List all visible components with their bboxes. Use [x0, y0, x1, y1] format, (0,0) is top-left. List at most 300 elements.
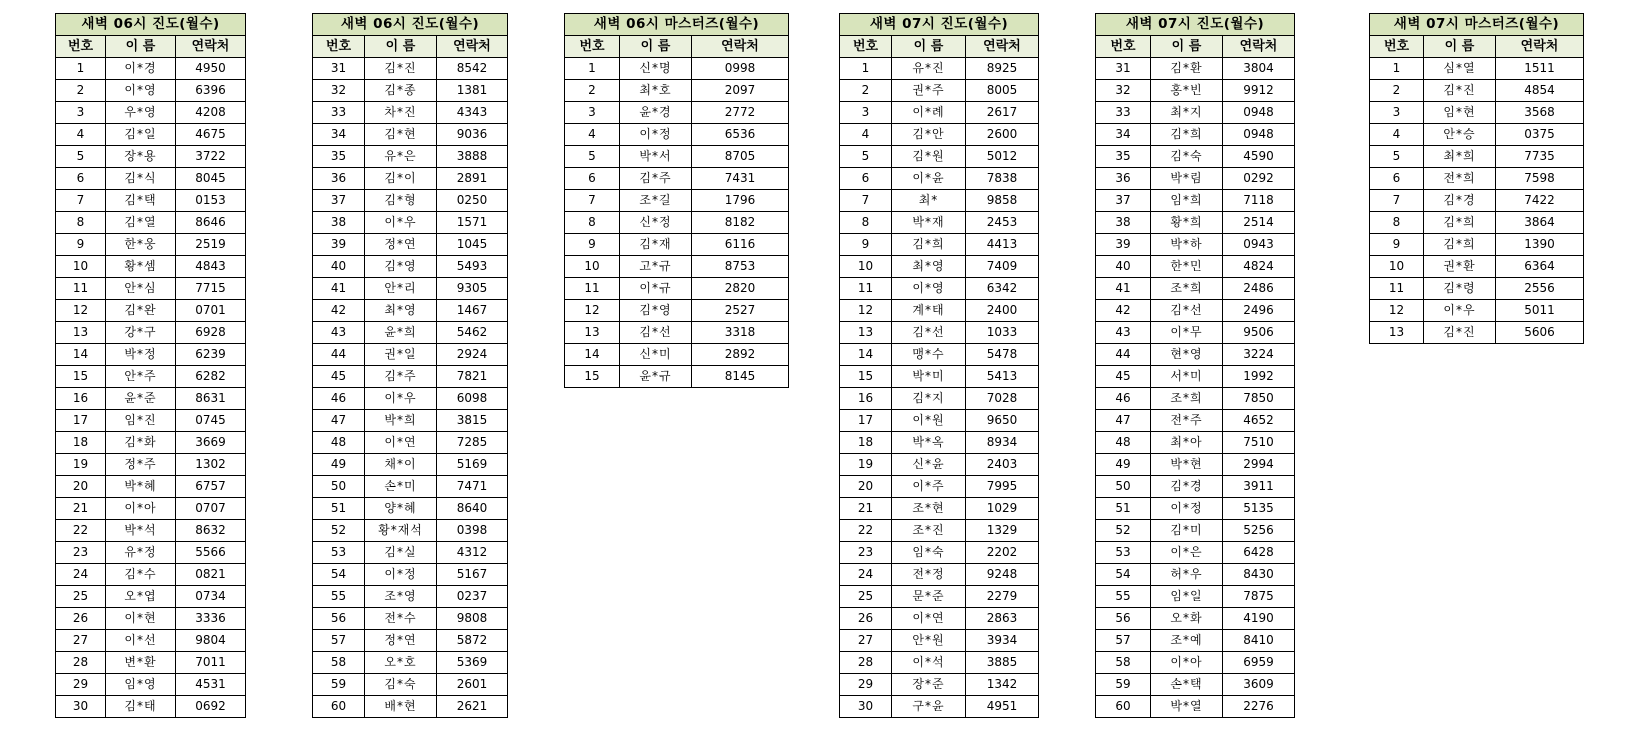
cell-number: 25: [56, 586, 106, 608]
cell-number: 37: [1096, 190, 1151, 212]
cell-number: 30: [840, 696, 892, 718]
cell-name: 김*희: [1151, 124, 1223, 146]
table-row: [840, 278, 1039, 300]
cell-name: 박*림: [1151, 168, 1223, 190]
cell-name: 김*지: [892, 388, 966, 410]
header-number: 번호: [1370, 36, 1424, 58]
cell-contact: 5462: [437, 322, 508, 344]
cell-number: 3: [1370, 102, 1424, 124]
cell-number: 31: [313, 58, 365, 80]
cell-number: 40: [1096, 256, 1151, 278]
cell-name: 구*윤: [892, 696, 966, 718]
cell-number: 15: [56, 366, 106, 388]
cell-number: 6: [56, 168, 106, 190]
cell-number: 27: [840, 630, 892, 652]
cell-name: 임*희: [1151, 190, 1223, 212]
cell-contact: 6364: [1496, 256, 1584, 278]
cell-contact: 9305: [437, 278, 508, 300]
table-row: [313, 542, 508, 564]
table-row: [313, 212, 508, 234]
cell-name: 안*원: [892, 630, 966, 652]
cell-name: 이*정: [620, 124, 692, 146]
cell-contact: 2403: [966, 454, 1039, 476]
table-row: [1370, 80, 1584, 102]
cell-name: 박*희: [365, 410, 437, 432]
cell-contact: 6098: [437, 388, 508, 410]
cell-number: 31: [1096, 58, 1151, 80]
table-row: [840, 146, 1039, 168]
cell-number: 33: [313, 102, 365, 124]
cell-name: 서*미: [1151, 366, 1223, 388]
table-row: [56, 410, 246, 432]
cell-contact: 0701: [176, 300, 246, 322]
cell-number: 24: [840, 564, 892, 586]
cell-name: 이*정: [1151, 498, 1223, 520]
table-row: [1096, 542, 1295, 564]
cell-contact: 1571: [437, 212, 508, 234]
cell-number: 4: [565, 124, 620, 146]
cell-name: 박*정: [106, 344, 176, 366]
cell-number: 51: [1096, 498, 1151, 520]
cell-contact: 5606: [1496, 322, 1584, 344]
table-row: [1096, 278, 1295, 300]
cell-name: 이*영: [892, 278, 966, 300]
cell-contact: 0707: [176, 498, 246, 520]
table-row: [1096, 652, 1295, 674]
cell-contact: 3888: [437, 146, 508, 168]
cell-number: 1: [1370, 58, 1424, 80]
table-row: [1096, 322, 1295, 344]
cell-name: 오*화: [1151, 608, 1223, 630]
cell-name: 윤*준: [106, 388, 176, 410]
cell-contact: 7409: [966, 256, 1039, 278]
cell-contact: 7598: [1496, 168, 1584, 190]
cell-name: 조*영: [365, 586, 437, 608]
cell-contact: 4675: [176, 124, 246, 146]
cell-contact: 4652: [1223, 410, 1295, 432]
table-row: [840, 256, 1039, 278]
cell-number: 28: [56, 652, 106, 674]
table-row: [840, 432, 1039, 454]
cell-number: 17: [840, 410, 892, 432]
cell-name: 조*현: [892, 498, 966, 520]
table-row: [1096, 168, 1295, 190]
table-row: [840, 696, 1039, 718]
cell-number: 26: [840, 608, 892, 630]
table-row: [1096, 476, 1295, 498]
table-row: [1096, 124, 1295, 146]
cell-name: 박*옥: [892, 432, 966, 454]
cell-name: 김*경: [1151, 476, 1223, 498]
cell-contact: 4312: [437, 542, 508, 564]
cell-name: 우*영: [106, 102, 176, 124]
cell-name: 김*진: [1424, 322, 1496, 344]
header-name: 이 름: [365, 36, 437, 58]
table-row: [56, 278, 246, 300]
cell-number: 7: [1370, 190, 1424, 212]
cell-name: 김*열: [106, 212, 176, 234]
table-row: [840, 58, 1039, 80]
table-row: [1370, 300, 1584, 322]
cell-name: 조*길: [620, 190, 692, 212]
cell-name: 박*재: [892, 212, 966, 234]
cell-contact: 6928: [176, 322, 246, 344]
cell-name: 박*혜: [106, 476, 176, 498]
table-row: [840, 124, 1039, 146]
cell-contact: 3804: [1223, 58, 1295, 80]
cell-name: 정*연: [365, 234, 437, 256]
table-row: [840, 168, 1039, 190]
cell-contact: 7510: [1223, 432, 1295, 454]
cell-contact: 9912: [1223, 80, 1295, 102]
cell-number: 12: [1370, 300, 1424, 322]
cell-name: 김*진: [365, 58, 437, 80]
cell-number: 3: [565, 102, 620, 124]
table-row: [1370, 278, 1584, 300]
table-row: [313, 696, 508, 718]
cell-name: 최*아: [1151, 432, 1223, 454]
cell-number: 21: [56, 498, 106, 520]
table-row: [313, 432, 508, 454]
cell-name: 김*태: [106, 696, 176, 718]
table-row: [56, 630, 246, 652]
header-contact: 연락처: [966, 36, 1039, 58]
cell-name: 김*미: [1151, 520, 1223, 542]
cell-contact: 6239: [176, 344, 246, 366]
cell-name: 전*희: [1424, 168, 1496, 190]
table-row: [313, 124, 508, 146]
cell-name: 신*명: [620, 58, 692, 80]
cell-name: 최*희: [1424, 146, 1496, 168]
cell-number: 7: [56, 190, 106, 212]
table-row: [1370, 124, 1584, 146]
table-row: [1096, 608, 1295, 630]
cell-contact: 0237: [437, 586, 508, 608]
table-row: [313, 652, 508, 674]
cell-contact: 8145: [692, 366, 789, 388]
cell-number: 18: [56, 432, 106, 454]
cell-name: 신*윤: [892, 454, 966, 476]
table-row: [1096, 58, 1295, 80]
table-row: [313, 564, 508, 586]
cell-contact: 3318: [692, 322, 789, 344]
cell-contact: 8542: [437, 58, 508, 80]
header-name: 이 름: [620, 36, 692, 58]
cell-number: 45: [313, 366, 365, 388]
cell-number: 18: [840, 432, 892, 454]
roster-table-4: [839, 13, 1039, 718]
cell-contact: 2279: [966, 586, 1039, 608]
cell-number: 19: [56, 454, 106, 476]
table-row: [313, 410, 508, 432]
cell-number: 5: [1370, 146, 1424, 168]
cell-contact: 8410: [1223, 630, 1295, 652]
cell-contact: 4854: [1496, 80, 1584, 102]
cell-name: 최*영: [365, 300, 437, 322]
cell-number: 55: [313, 586, 365, 608]
cell-contact: 0948: [1223, 124, 1295, 146]
cell-name: 심*열: [1424, 58, 1496, 80]
cell-contact: 7285: [437, 432, 508, 454]
cell-contact: 3336: [176, 608, 246, 630]
cell-contact: 3224: [1223, 344, 1295, 366]
cell-number: 11: [565, 278, 620, 300]
table-row: [1096, 564, 1295, 586]
cell-name: 손*미: [365, 476, 437, 498]
cell-name: 김*형: [365, 190, 437, 212]
cell-contact: 3722: [176, 146, 246, 168]
header-row: [1096, 36, 1295, 58]
cell-name: 박*하: [1151, 234, 1223, 256]
cell-name: 양*혜: [365, 498, 437, 520]
cell-contact: 0998: [692, 58, 789, 80]
cell-name: 최*: [892, 190, 966, 212]
cell-name: 김*선: [1151, 300, 1223, 322]
cell-number: 1: [565, 58, 620, 80]
cell-number: 9: [840, 234, 892, 256]
cell-contact: 2891: [437, 168, 508, 190]
cell-number: 23: [56, 542, 106, 564]
table-row: [1096, 190, 1295, 212]
cell-contact: 1992: [1223, 366, 1295, 388]
table-row: [840, 674, 1039, 696]
cell-number: 34: [313, 124, 365, 146]
cell-contact: 7715: [176, 278, 246, 300]
cell-contact: 5478: [966, 344, 1039, 366]
cell-contact: 4343: [437, 102, 508, 124]
cell-number: 12: [565, 300, 620, 322]
table-row: [840, 586, 1039, 608]
table-row: [56, 366, 246, 388]
cell-name: 임*영: [106, 674, 176, 696]
cell-number: 16: [56, 388, 106, 410]
cell-number: 33: [1096, 102, 1151, 124]
cell-name: 이*윤: [892, 168, 966, 190]
cell-name: 이*정: [365, 564, 437, 586]
cell-number: 40: [313, 256, 365, 278]
cell-contact: 5566: [176, 542, 246, 564]
table-row: [56, 388, 246, 410]
table-row: [56, 300, 246, 322]
cell-number: 14: [56, 344, 106, 366]
cell-number: 47: [313, 410, 365, 432]
cell-contact: 2496: [1223, 300, 1295, 322]
table-row: [1096, 696, 1295, 718]
cell-name: 조*진: [892, 520, 966, 542]
cell-name: 이*무: [1151, 322, 1223, 344]
table-row: [56, 234, 246, 256]
table-row: [565, 366, 789, 388]
cell-number: 39: [313, 234, 365, 256]
cell-number: 11: [56, 278, 106, 300]
cell-contact: 8632: [176, 520, 246, 542]
table-row: [1096, 388, 1295, 410]
cell-contact: 8640: [437, 498, 508, 520]
cell-name: 맹*수: [892, 344, 966, 366]
table-row: [840, 542, 1039, 564]
table-row: [313, 80, 508, 102]
cell-number: 34: [1096, 124, 1151, 146]
table-row: [313, 344, 508, 366]
cell-number: 38: [1096, 212, 1151, 234]
table-row: [840, 80, 1039, 102]
table-row: [565, 168, 789, 190]
table-row: [565, 234, 789, 256]
table-row: [313, 388, 508, 410]
cell-name: 박*석: [106, 520, 176, 542]
table-row: [56, 212, 246, 234]
cell-number: 58: [1096, 652, 1151, 674]
cell-contact: 4190: [1223, 608, 1295, 630]
cell-contact: 5256: [1223, 520, 1295, 542]
cell-contact: 2863: [966, 608, 1039, 630]
cell-contact: 6116: [692, 234, 789, 256]
cell-number: 8: [56, 212, 106, 234]
cell-name: 정*주: [106, 454, 176, 476]
table-row: [56, 432, 246, 454]
cell-contact: 1342: [966, 674, 1039, 696]
table-row: [313, 454, 508, 476]
cell-number: 15: [565, 366, 620, 388]
cell-contact: 8925: [966, 58, 1039, 80]
cell-contact: 3934: [966, 630, 1039, 652]
cell-contact: 4951: [966, 696, 1039, 718]
cell-number: 2: [56, 80, 106, 102]
cell-contact: 0153: [176, 190, 246, 212]
cell-contact: 7431: [692, 168, 789, 190]
table-row: [56, 124, 246, 146]
cell-name: 허*우: [1151, 564, 1223, 586]
cell-contact: 3669: [176, 432, 246, 454]
table-row: [313, 278, 508, 300]
table-row: [313, 586, 508, 608]
table-row: [1370, 234, 1584, 256]
cell-number: 4: [840, 124, 892, 146]
cell-number: 3: [840, 102, 892, 124]
table-row: [565, 80, 789, 102]
table-row: [1096, 102, 1295, 124]
table-row: [1096, 498, 1295, 520]
cell-name: 임*현: [1424, 102, 1496, 124]
cell-number: 27: [56, 630, 106, 652]
table-title: 새벽 07시 진도(월수): [1096, 14, 1295, 36]
cell-number: 10: [840, 256, 892, 278]
cell-number: 49: [1096, 454, 1151, 476]
cell-name: 배*현: [365, 696, 437, 718]
table-row: [313, 498, 508, 520]
cell-name: 이*연: [365, 432, 437, 454]
table-row: [56, 168, 246, 190]
cell-name: 이*아: [106, 498, 176, 520]
table-row: [1096, 630, 1295, 652]
header-contact: 연락처: [176, 36, 246, 58]
cell-name: 오*호: [365, 652, 437, 674]
cell-number: 14: [565, 344, 620, 366]
table-row: [1096, 454, 1295, 476]
cell-contact: 0948: [1223, 102, 1295, 124]
cell-name: 김*영: [620, 300, 692, 322]
table-row: [1096, 410, 1295, 432]
cell-contact: 3864: [1496, 212, 1584, 234]
cell-name: 한*웅: [106, 234, 176, 256]
cell-name: 김*주: [620, 168, 692, 190]
header-name: 이 름: [892, 36, 966, 58]
cell-number: 60: [1096, 696, 1151, 718]
cell-contact: 7471: [437, 476, 508, 498]
table-row: [56, 80, 246, 102]
cell-contact: 9808: [437, 608, 508, 630]
cell-contact: 2924: [437, 344, 508, 366]
table-row: [56, 520, 246, 542]
cell-name: 김*수: [106, 564, 176, 586]
cell-name: 이*례: [892, 102, 966, 124]
cell-contact: 5369: [437, 652, 508, 674]
cell-number: 49: [313, 454, 365, 476]
cell-name: 김*종: [365, 80, 437, 102]
table-row: [1096, 432, 1295, 454]
cell-name: 김*택: [106, 190, 176, 212]
cell-contact: 3815: [437, 410, 508, 432]
cell-contact: 2514: [1223, 212, 1295, 234]
cell-number: 2: [840, 80, 892, 102]
cell-name: 계*태: [892, 300, 966, 322]
cell-name: 전*수: [365, 608, 437, 630]
cell-number: 15: [840, 366, 892, 388]
cell-contact: 6757: [176, 476, 246, 498]
table-row: [565, 278, 789, 300]
cell-number: 44: [1096, 344, 1151, 366]
cell-name: 이*우: [1424, 300, 1496, 322]
cell-contact: 2601: [437, 674, 508, 696]
table-row: [1096, 212, 1295, 234]
cell-contact: 8182: [692, 212, 789, 234]
cell-name: 김*일: [106, 124, 176, 146]
table-row: [56, 344, 246, 366]
cell-name: 김*경: [1424, 190, 1496, 212]
cell-name: 이*현: [106, 608, 176, 630]
table-row: [313, 322, 508, 344]
header-row: [840, 36, 1039, 58]
table-row: [565, 58, 789, 80]
cell-number: 12: [56, 300, 106, 322]
cell-contact: 2772: [692, 102, 789, 124]
cell-name: 김*화: [106, 432, 176, 454]
cell-contact: 9804: [176, 630, 246, 652]
cell-number: 55: [1096, 586, 1151, 608]
cell-name: 전*정: [892, 564, 966, 586]
cell-number: 1: [840, 58, 892, 80]
cell-number: 46: [1096, 388, 1151, 410]
cell-number: 4: [1370, 124, 1424, 146]
table-row: [1096, 344, 1295, 366]
table-row: [840, 608, 1039, 630]
cell-number: 2: [565, 80, 620, 102]
table-row: [1370, 322, 1584, 344]
cell-number: 8: [840, 212, 892, 234]
table-row: [840, 652, 1039, 674]
cell-name: 이*아: [1151, 652, 1223, 674]
header-number: 번호: [56, 36, 106, 58]
table-row: [313, 58, 508, 80]
cell-contact: 6428: [1223, 542, 1295, 564]
cell-name: 현*영: [1151, 344, 1223, 366]
header-contact: 연락처: [692, 36, 789, 58]
cell-name: 정*연: [365, 630, 437, 652]
cell-name: 이*영: [106, 80, 176, 102]
cell-number: 56: [1096, 608, 1151, 630]
cell-contact: 2600: [966, 124, 1039, 146]
cell-contact: 2994: [1223, 454, 1295, 476]
